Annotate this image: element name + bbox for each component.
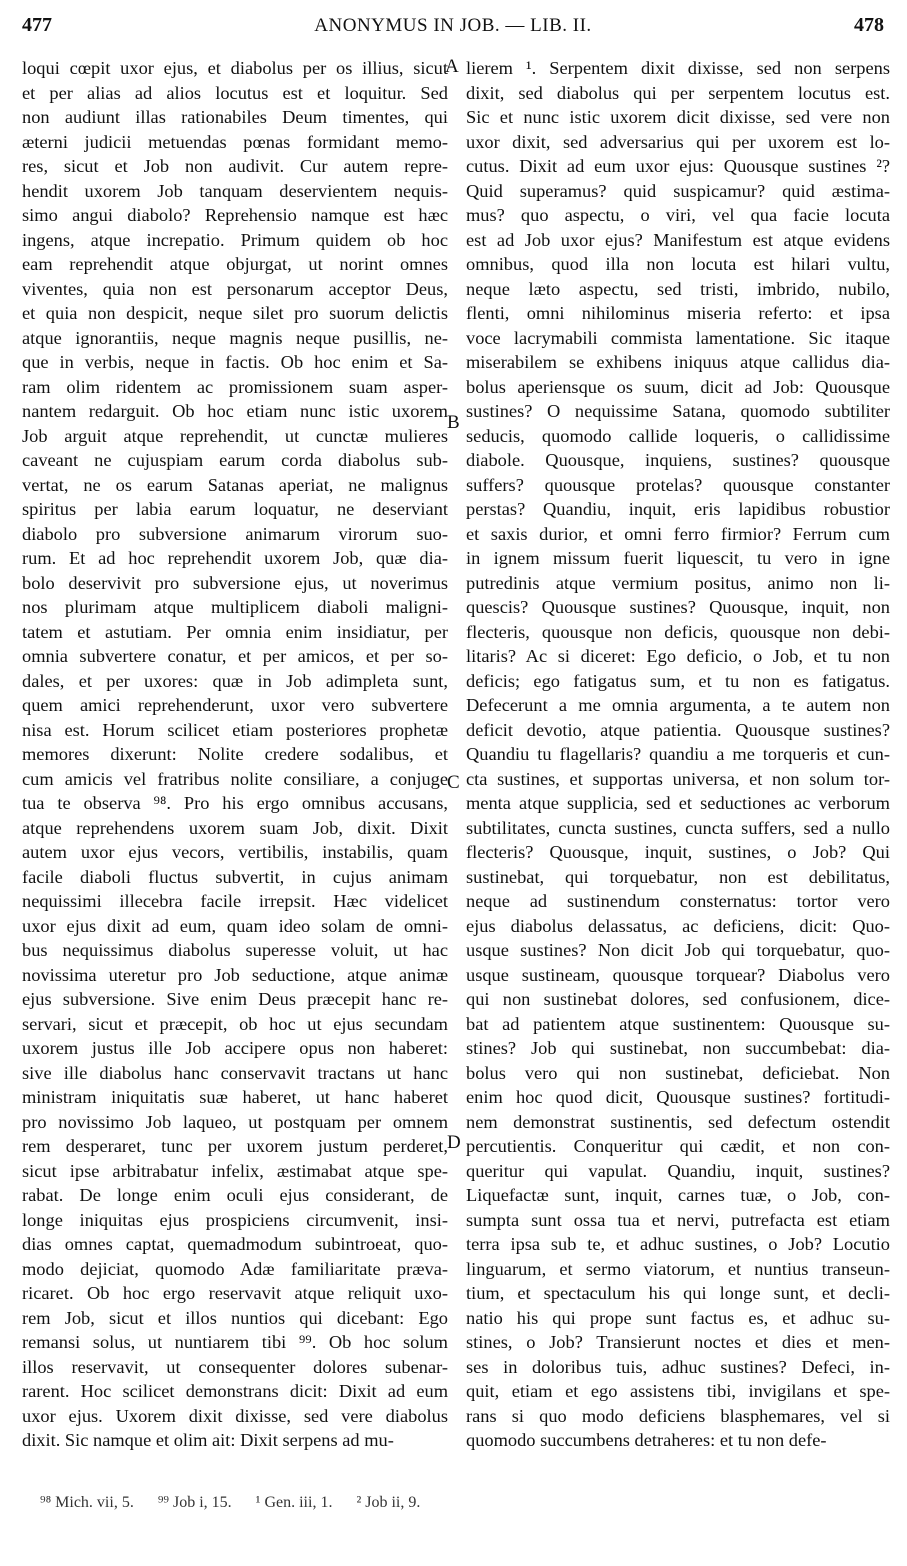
text-line: sive ille diabolus hanc conservavit tractans ut hanc [22, 1062, 448, 1083]
text-line: res, sicut et Job non audivit. Cur autem repre- [22, 156, 448, 176]
footnote: ² Job ii, 9. [356, 1494, 421, 1511]
text-line: mus? quo aspectu, o viri, vel qua facie locuta [466, 205, 890, 225]
text-line: usque sustines? Non dicit Job qui torquebatur, quo- [466, 940, 890, 960]
text-line: ejus subversione. Sive enim Deus præcepit hanc re- [22, 989, 448, 1009]
text-line: rarent. Hoc scilicet demonstrans dicit: Dixit ad eum [22, 1381, 448, 1401]
text-line: remansi solus, ut nuntiarem tibi ⁹⁹. Ob hoc solum [22, 1332, 448, 1352]
text-line: simo angui diabolo? Reprehensio namque est hæc [22, 205, 448, 225]
text-line: dixit, sed diabolus qui per serpentem locutus est. [466, 82, 890, 103]
text-line: bus nequissimus diabolus superesse voluit, ut hac [22, 940, 448, 960]
text-line: rabat. De longe enim oculi ejus considerant, de [22, 1185, 448, 1205]
text-line: cum amicis vel fratribus nolite consiliare, a conjuge [22, 768, 448, 789]
footnote: ⁹⁸ Mich. vii, 5. [40, 1494, 134, 1511]
text-line: rans si quo modo deficiens blasphemares, vel si [466, 1405, 890, 1426]
text-line: atque reprehendens uxorem suam Job, dixit. Dixit [22, 817, 448, 838]
footnote: ⁹⁹ Job i, 15. [157, 1494, 232, 1511]
text-line: et saxis durior, et omni ferro firmior? Ferrum cum [466, 523, 890, 544]
text-line: queritur qui vapulat. Quandiu, inquit, sustines? [466, 1160, 890, 1181]
text-line: facile diaboli fluctus subvertit, in cujus animam [22, 866, 448, 887]
text-line: tua te observa ⁹⁸. Pro his ergo omnibus accusans, [22, 793, 448, 813]
text-line: est ad Job uxor ejus? Manifestum est atque evidens [466, 229, 890, 250]
text-line: tium, et spectaculum his qui longe sunt, et decli- [466, 1283, 890, 1303]
text-line: nisa est. Horum scilicet etiam posteriores prophetæ [22, 719, 448, 740]
text-line: dales, et per uxores: quæ in Job adimpleta sunt, [22, 670, 448, 691]
text-line: deficit devotio, atque patientia. Quousque sustines? [466, 719, 890, 740]
text-line: enim hoc quod dicit, Quousque sustines? fortitudi- [466, 1087, 890, 1107]
text-line: pro novissimo Job laqueo, ut postquam per omnem [22, 1111, 448, 1132]
margin-marker-a: A [445, 56, 459, 77]
text-line: tatem et astutiam. Per omnia enim insidiatur, per [22, 621, 448, 642]
text-line: uxor dixit, sed adversarius qui per uxorem est lo- [466, 131, 890, 152]
text-line: natio his qui prope sunt factus es, et adhuc su- [466, 1307, 890, 1328]
text-line: seducis, quomodo callide loqueris, o callidissime [466, 425, 890, 446]
page-header [22, 14, 884, 42]
text-line: nantem redarguit. Ob hoc etiam nunc istic uxorem [22, 401, 448, 421]
text-line: sicut ipse arbitrabatur infelix, æstimabat atque spe- [22, 1160, 448, 1181]
text-line: et quia non despicit, neque silet pro suorum delictis [22, 303, 448, 323]
text-line: dixit. Sic namque et olim ait: Dixit serpens ad mu- [22, 1430, 394, 1450]
text-line: caveant ne cujuspiam earum corda diabolus sub- [22, 450, 448, 470]
text-line: autem uxor ejus vecors, vertibilis, instabilis, quam [22, 842, 448, 862]
text-line: bolus aperiensque os suum, dicit ad Job: Quousque [466, 376, 890, 397]
footnotes [40, 1494, 440, 1512]
text-line: miserabilem se exhibens iniquus atque callidus dia- [466, 352, 890, 372]
text-line: que in verbis, neque in factis. Ob hoc enim et Sa- [22, 352, 448, 372]
text-line: linguarum, et sermo viatorum, et nuntius transeun- [466, 1258, 890, 1279]
text-line: uxor ejus. Uxorem dixit dixisse, sed vere diabolus [22, 1405, 448, 1426]
text-line: ricaret. Ob hoc ergo reservavit atque reliquit uxo- [22, 1283, 448, 1303]
text-line: omnibus, quod illa non locuta est hilari vultu, [466, 254, 890, 274]
text-line: quit, etiam et ego assistens tibi, invigilans et spe- [466, 1381, 890, 1401]
text-line: ministram iniquitatis suæ haberet, ut hanc haberet [22, 1087, 448, 1107]
text-line: ram olim ridentem ac promissionem suam asper- [22, 376, 448, 397]
text-line: Defecerunt a me omnia argumenta, a te autem non [466, 695, 890, 715]
text-line: rem Job, sicut et illos nuntios qui dicebant: Ego [22, 1307, 448, 1328]
text-line: quomodo succumbens detraheres: et tu non defe- [466, 1430, 827, 1450]
text-line: Quandiu tu flagellaris? quandiu a me torqueris et cun- [466, 744, 890, 764]
text-line: loqui cœpit uxor ejus, et diabolus per os illius, sicut [22, 58, 448, 78]
text-line: nem demonstrat sustinentis, sed defectum ostendit [466, 1111, 890, 1132]
page-number-left: 477 [22, 14, 52, 36]
left-column [22, 56, 448, 1453]
text-line: neque læto aspectu, sed tristi, imbrido, nubilo, [466, 278, 890, 299]
text-line: in ignem missum fuerit liquescit, tu vero in igne [466, 548, 890, 568]
text-line: flecteris? Quousque, inquit, sustines, o Job? Qui [466, 842, 890, 862]
text-line: Liquefactæ sunt, inquit, carnes tuæ, o Job, con- [466, 1185, 890, 1205]
text-line: modo dejiciat, quomodo Adæ familiaritate præva- [22, 1258, 448, 1279]
text-line: diabolo pro subversione animarum virorum suo- [22, 523, 448, 544]
margin-marker-b: B [447, 412, 460, 433]
text-line: novissima uteretur pro Job seductione, atque animæ [22, 964, 448, 985]
text-line: et per alias ad alios locutus est et loquitur. Sed [22, 82, 448, 103]
text-line: servari, sicut et præcepit, ob hoc ut ejus secundam [22, 1013, 448, 1034]
text-line: quem amici reprehenderunt, uxor vero subvertere [22, 695, 448, 715]
text-line: flecteris, quousque non deficis, quousque non debi- [466, 621, 890, 642]
text-line: non audiunt illas rationabiles Deum timentes, qui [22, 107, 448, 127]
text-line: viventes, quia non est personarum acceptor Deus, [22, 278, 448, 299]
text-line: flenti, omni nihilominus miseria referto: et ipsa [466, 303, 890, 323]
text-line: omnia subvertere conatur, et per amicos, et per so- [22, 646, 448, 666]
text-line: hendit uxorem Job tanquam deservientem nequis- [22, 180, 448, 201]
text-line: deficis; ego fatigatus sum, et tu non es fatigatus. [466, 670, 890, 691]
text-line: nequissimi illecebra facile irrepsit. Hæc videlicet [22, 891, 448, 911]
text-line: stines? Job qui sustinebat, non succumbebat: dia- [466, 1038, 890, 1058]
text-line: rem desperaret, tunc per uxorem justum perderet, [22, 1136, 448, 1156]
text-line: usque sustineam, quousque torquear? Diabolus vero [466, 964, 890, 985]
running-title: ANONYMUS IN JOB. — LIB. II. [314, 15, 592, 36]
text-line: menta atque supplicia, sed et seductiones ac verborum [466, 793, 890, 813]
text-line: Quid superamus? quid suspicamur? quid æstima- [466, 180, 890, 201]
text-line: stines, o Job? Transierunt noctes et dies et men- [466, 1332, 890, 1352]
text-line: terra ipsa sub te, et adhuc sustines, o Job? Locutio [466, 1234, 890, 1254]
text-line: sustines? O nequissime Satana, quomodo subtiliter [466, 401, 890, 421]
text-line: subtilitates, cuncta sustines, cuncta suffers, sed a nullo [466, 817, 890, 838]
text-line: sumpta sunt ossa tua et nervi, putrefacta est etiam [466, 1209, 890, 1230]
text-line: Sic et nunc istic uxorem dicit dixisse, sed vere non [466, 107, 890, 127]
right-column [466, 56, 890, 1453]
text-line: bolus vero qui non sustinebat, deficiebat. Non [466, 1062, 890, 1083]
text-line: dias omnes captat, quemadmodum subintroeat, quo- [22, 1234, 448, 1254]
text-line: percutientis. Conqueritur qui cædit, et non con- [466, 1136, 890, 1156]
text-line: memores dixerunt: Nolite credere sodalibus, et [22, 744, 448, 764]
text-line: diabole. Quousque, inquiens, sustines? quousque [466, 450, 890, 470]
text-line: uxor ejus dixit ad eum, quam ideo solam de omni- [22, 915, 448, 936]
text-line: spiritus per labia earum loquatur, ne deserviant [22, 499, 448, 519]
text-line: rum. Et ad hoc reprehendit uxorem Job, quæ dia- [22, 548, 448, 568]
page-number-right: 478 [854, 14, 884, 36]
text-line: perstas? Quandiu, inquit, eris lapidibus robustior [466, 499, 890, 519]
text-line: vertat, ne os earum Satanas aperiat, ne malignus [22, 474, 448, 495]
text-line: ejus diabolus delassatus, ac deficiens, dicit: Quo- [466, 915, 890, 936]
text-line: qui non sustinebat dolores, sed confusionem, dice- [466, 989, 890, 1009]
text-line: voce lacrymabili commista lamentatione. Sic itaque [466, 327, 890, 348]
text-line: suffers? quousque protelas? quousque constanter [466, 474, 890, 495]
margin-marker-c: C [447, 772, 460, 793]
footnote: ¹ Gen. iii, 1. [255, 1494, 333, 1511]
text-line: putredinis atque vermium positus, animo non li- [466, 572, 890, 593]
text-line: cutus. Dixit ad eum uxor ejus: Quousque sustines ²? [466, 156, 890, 176]
text-line: bolo deservivit pro subversione ejus, ut noverimus [22, 572, 448, 593]
text-line: sustinebat, qui torquebatur, non est debilitatus, [466, 866, 890, 887]
text-line: quescis? Quousque sustines? Quousque, inquit, non [466, 597, 890, 617]
margin-marker-d: D [447, 1132, 461, 1153]
text-line: ses in doloribus tuis, adhuc sustines? Defeci, in- [466, 1356, 890, 1377]
text-line: ingens, atque increpatio. Primum quidem ob hoc [22, 229, 448, 250]
text-line: nos plurimam atque multiplicem diaboli maligni- [22, 597, 448, 617]
text-line: longe iniquitas ejus prospiciens circumvenit, insi- [22, 1209, 448, 1230]
text-line: eam reprehendit atque objurgat, ut norint omnes [22, 254, 448, 274]
text-line: illos reservavit, ut consequenter dolores subenar- [22, 1356, 448, 1377]
text-line: lierem ¹. Serpentem dixit dixisse, sed non serpens [466, 58, 890, 78]
text-line: atque ignorantiis, neque magnis neque pusillis, ne- [22, 327, 448, 348]
text-line: litaris? Ac si diceret: Ego deficio, o Job, et tu non [466, 646, 890, 666]
text-line: Job arguit atque reprehendit, ut cunctæ mulieres [22, 425, 448, 446]
text-line: bat ad patientem atque sustinentem: Quousque su- [466, 1013, 890, 1034]
text-line: æterni judicii metuendas pœnas formidant memo- [22, 131, 448, 152]
text-line: neque ad sustinendum consternatus: tortor vero [466, 891, 890, 911]
text-line: uxorem justus ille Job accipere opus non haberet: [22, 1038, 448, 1058]
text-line: cta sustines, et supportas universa, et non solum tor- [466, 768, 890, 789]
